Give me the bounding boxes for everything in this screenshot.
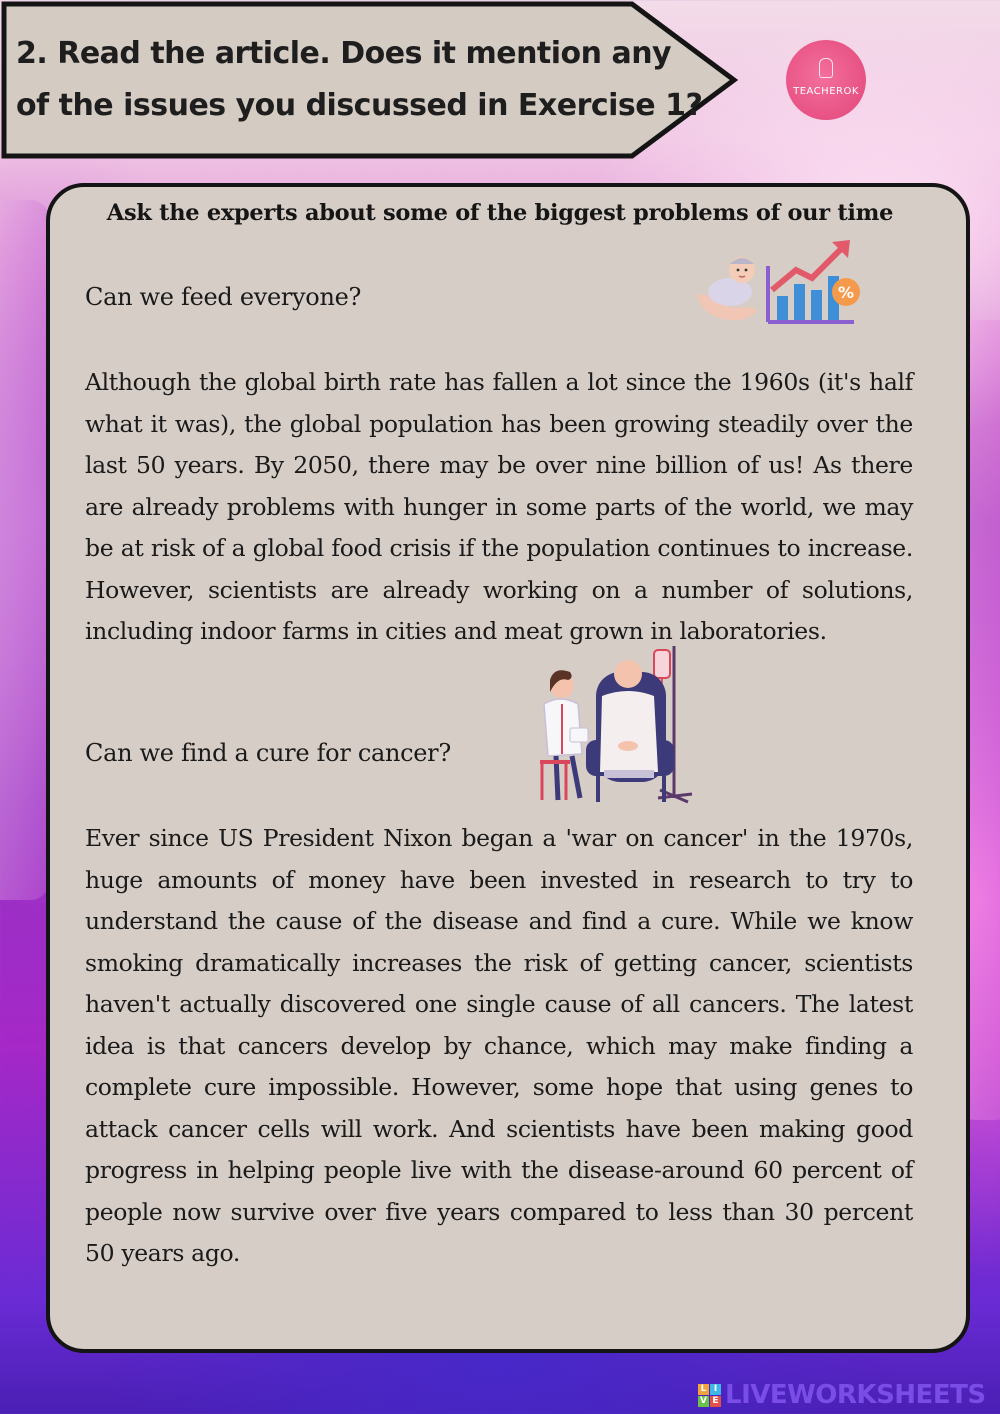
section-body: Ever since US President Nixon began a 'war on cancer' in the 1970s, huge amounts of money have been invested in research to try to understand the cause of the disease and find a cure. While we know smoking dramatically increases the risk of getting cancer, scientists haven't actually discovered one single cause of all cancers. The latest idea is that cancers develop by chance, which may make finding a complete cure impossible. However, some hope that using genes to attack cancer cells will work. And scientists have been making good progress in helping people live with the disease-around 60 percent of people now survive over five years compared to less than 30 percent 50 years ago. (85, 824, 913, 1267)
logo-text: TEACHEROK (793, 85, 859, 97)
liveworksheets-icon (698, 1384, 721, 1407)
exercise-instruction: 2. Read the article. Does it mention any of the issues you discussed in Exercise 1? (16, 36, 703, 123)
section-question: Can we feed everyone? (85, 283, 362, 311)
footer-icon-letter: I (710, 1384, 721, 1395)
section-body: Although the global birth rate has fallen a lot since the 1960s (it's half what it was), the global population has been growing steadily over the last 50 years. By 2050, there may be over nine billion of us! As there are already problems with hunger in some parts of the world, we may be at risk of a global food crisis if the population continues to increase. However, scientists are already working on a number of solutions, including indoor farms in cities and meat grown in laboratories. (85, 368, 913, 645)
lightbulb-icon (819, 58, 833, 78)
doctor-patient-icon (536, 632, 696, 812)
population-growth-icon (692, 236, 872, 328)
footer-icon-letter: L (698, 1384, 709, 1395)
liveworksheets-brand: LIVEWORKSHEETS (725, 1380, 986, 1410)
footer-icon-letter: V (698, 1396, 709, 1407)
article-title: Ask the experts about some of the biggest problems of our time (106, 200, 894, 226)
section-question: Can we find a cure for cancer? (85, 739, 451, 767)
liveworksheets-logo (698, 1380, 986, 1410)
svg-text:%: % (837, 283, 855, 302)
background-glass-left (0, 200, 50, 900)
teacherok-logo (786, 40, 866, 120)
footer-icon-letter: E (710, 1396, 721, 1407)
